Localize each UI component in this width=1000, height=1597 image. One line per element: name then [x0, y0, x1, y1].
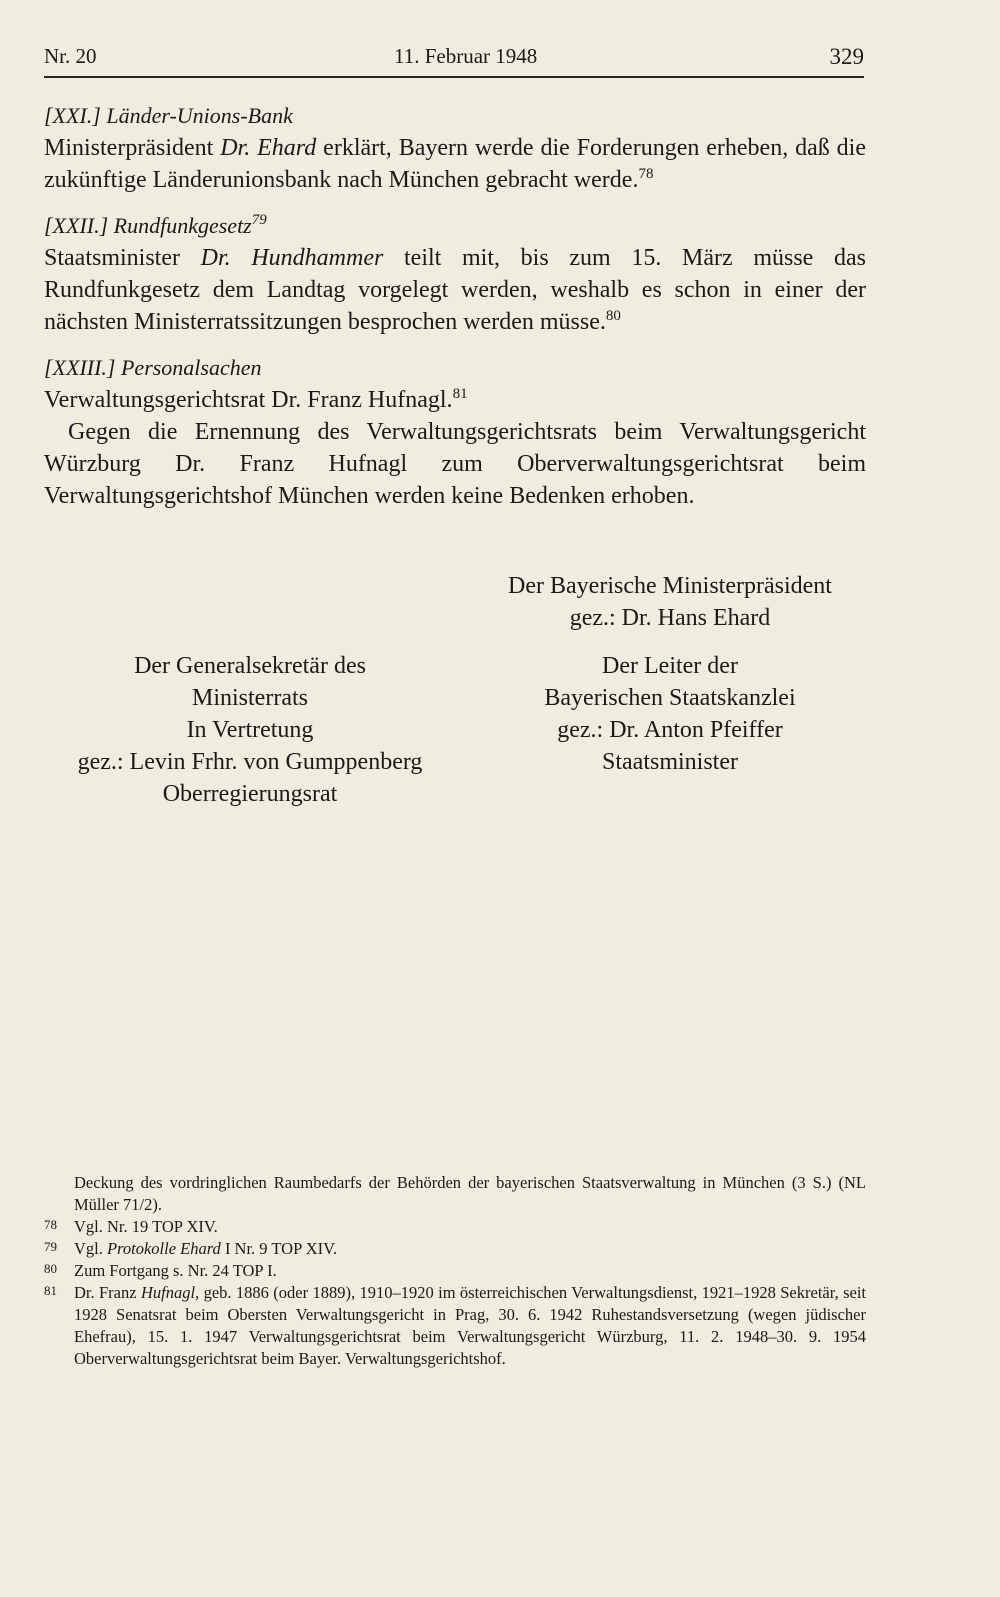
section-number: [XXIII.]	[44, 355, 116, 380]
signature-line: Oberregierungsrat	[162, 781, 338, 807]
section-title: Personalsachen	[120, 355, 262, 380]
footnote-text: I Nr. 9 TOP XIV.	[220, 1239, 338, 1258]
section-heading	[44, 210, 866, 242]
section-xxii	[44, 210, 866, 338]
footnote-ref: 79	[251, 212, 267, 228]
signature-line: Der Generalsekretär des	[134, 653, 366, 679]
signature-line: gez.: Dr. Hans Ehard	[569, 605, 771, 631]
text-run: erklärt, Bayern werde die Forderungen erheben, daß die zukünftige Länderunionsbank nach München gebracht werde.	[44, 135, 867, 193]
footnote-ref: 81	[452, 386, 468, 402]
page-number: 329	[829, 44, 864, 69]
footnote-79	[44, 1238, 866, 1260]
signature-line: Der Bayerische Ministerpräsident	[508, 573, 832, 599]
footnote-text: Zum Fortgang s. Nr. 24 TOP I.	[74, 1261, 277, 1280]
person-name: Dr. Ehard	[220, 135, 317, 161]
signature-secretary	[30, 650, 470, 810]
footnote-81	[44, 1282, 866, 1370]
section-number: [XXII.]	[44, 213, 109, 238]
section-paragraph	[44, 132, 866, 196]
footnote-text: geb. 1886 (oder 1889), 1910–1920 im österreichischen Verwaltungsdienst, 1921–1928 Sekretär, seit 1928 Senatsrat beim Obersten Verwaltungsgericht in Prag, 30. 6. 1942 Ruhestandsversetzung (wegen jüdischer Ehefrau), 15. 1. 1947 Verwaltungsgerichtsrat beim Verwaltungsgericht Würzburg, 11. 2. 1948–30. 9. 1954 Oberverwaltungsgerichtsrat beim Bayer. Verwaltungsgerichtshof.	[74, 1283, 866, 1368]
person-name: Dr. Hundhammer	[200, 245, 384, 271]
section-paragraph: Gegen die Ernennung des Verwaltungsgerichtsrats beim Verwaltungsgericht Würzburg Dr. Franz Hufnagl zum Oberverwaltungsgerichtsrat beim Verwaltungsgerichtshof München werden keine Bedenken erhoben.	[44, 419, 866, 509]
footnote-continuation: Deckung des vordringlichen Raumbedarfs der Behörden der bayerischen Staatsverwaltung in München (3 S.) (NL Müller 71/2).	[74, 1173, 866, 1214]
footnote-78	[44, 1216, 866, 1238]
signature-president	[470, 570, 870, 634]
section-heading	[44, 100, 866, 132]
signature-chancellery	[500, 650, 840, 778]
running-header	[44, 44, 864, 80]
footnote-ref: 78	[638, 166, 654, 182]
header-rule	[44, 76, 864, 78]
signature-line: Staatsminister	[602, 749, 738, 775]
personnel-item	[44, 384, 866, 416]
signature-line: Bayerischen Staatskanzlei	[544, 685, 796, 711]
section-xxiii	[44, 352, 866, 512]
main-text	[44, 100, 866, 512]
footnote-italic: Hufnagl,	[140, 1283, 200, 1302]
footnote-number: 79	[44, 1239, 57, 1254]
signature-line: Ministerrats	[192, 685, 308, 711]
document-number: Nr. 20	[44, 44, 97, 68]
signature-line: gez.: Dr. Anton Pfeiffer	[557, 717, 783, 743]
footnotes	[44, 1172, 866, 1370]
section-paragraph	[44, 242, 866, 338]
text-run: Verwaltungsgerichtsrat Dr. Franz Hufnagl.	[44, 387, 453, 413]
footnote-ref: 80	[605, 308, 621, 324]
document-date: 11. Februar 1948	[394, 44, 538, 68]
text-run: teilt mit, bis zum 15. März müsse das Rundfunkgesetz dem Landtag vorgelegt werden, weshalb es schon in einer der nächsten Ministerratssitzungen besprochen werden müsse.	[44, 245, 866, 335]
footnote-number: 81	[44, 1283, 57, 1298]
section-xxi	[44, 100, 866, 196]
footnote-text: Vgl. Nr. 19 TOP XIV.	[74, 1217, 218, 1236]
footnote-number: 78	[44, 1217, 57, 1232]
footnote-text: Vgl.	[74, 1239, 107, 1258]
section-heading	[44, 352, 866, 384]
footnote-italic: Protokolle Ehard	[107, 1239, 221, 1258]
text-run: Staatsminister	[44, 245, 201, 271]
footnote-text: Dr. Franz	[74, 1283, 141, 1302]
signature-line: Der Leiter der	[602, 653, 738, 679]
signature-line: In Vertretung	[186, 717, 314, 743]
section-number: [XXI.]	[44, 103, 101, 128]
text-run: Ministerpräsident	[44, 135, 221, 161]
signature-line: gez.: Levin Frhr. von Gumppenberg	[77, 749, 423, 775]
footnote-80	[44, 1260, 866, 1282]
section-title: Länder-Unions-Bank	[106, 103, 293, 128]
footnote-number: 80	[44, 1261, 57, 1276]
section-title: Rundfunkgesetz	[113, 213, 252, 238]
